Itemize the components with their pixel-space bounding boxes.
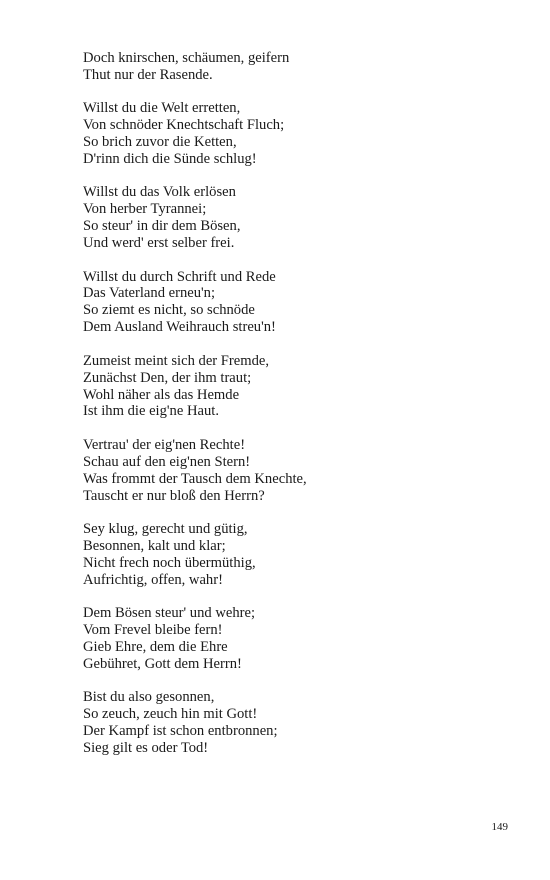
poem-line: Besonnen, kalt und klar; bbox=[83, 537, 226, 554]
poem-line: Thut nur der Rasende. bbox=[83, 66, 213, 83]
poem-line: Von herber Tyrannei; bbox=[83, 201, 207, 218]
poem-line: Willst du das Volk erlösen bbox=[83, 184, 236, 201]
poem-line: Von schnöder Knechtschaft Fluch; bbox=[83, 117, 285, 134]
poem-line: So brich zuvor die Ketten, bbox=[83, 134, 237, 151]
poem-line: Das Vaterland erneu'n; bbox=[83, 285, 216, 302]
poem-line: Wohl näher als das Hemde bbox=[83, 386, 240, 403]
poem-line: Gebühret, Gott dem Herrn! bbox=[83, 655, 242, 672]
stanza bbox=[83, 269, 503, 337]
poem-line: Schau auf den eig'nen Stern! bbox=[83, 453, 251, 470]
poem-line: Willst du durch Schrift und Rede bbox=[83, 268, 276, 285]
poem-line: So steur' in dir dem Bösen, bbox=[83, 218, 241, 235]
poem-line: Nicht frech noch übermüthig, bbox=[83, 554, 256, 571]
stanza bbox=[83, 605, 503, 673]
poem-line: Vom Frevel bleibe fern! bbox=[83, 621, 223, 638]
poem-line: So ziemt es nicht, so schnöde bbox=[83, 302, 255, 319]
stanza bbox=[83, 689, 503, 757]
poem-line: Gieb Ehre, dem die Ehre bbox=[83, 638, 228, 655]
stanza bbox=[83, 521, 503, 589]
page-number: 149 bbox=[491, 821, 508, 833]
poem-line: Sieg gilt es oder Tod! bbox=[83, 739, 209, 756]
poem-line: Zumeist meint sich der Fremde, bbox=[83, 352, 270, 369]
poem-line: Zunächst Den, der ihm traut; bbox=[83, 369, 252, 386]
poem-line: Dem Ausland Weihrauch streu'n! bbox=[83, 319, 276, 336]
poem-body bbox=[83, 50, 503, 773]
poem-line: Aufrichtig, offen, wahr! bbox=[83, 571, 223, 588]
poem-line: Ist ihm die eig'ne Haut. bbox=[83, 403, 219, 420]
stanza bbox=[83, 353, 503, 421]
poem-line: Was frommt der Tausch dem Knechte, bbox=[83, 470, 307, 487]
poem-line: Tauscht er nur bloß den Herrn? bbox=[83, 487, 265, 504]
poem-line: So zeuch, zeuch hin mit Gott! bbox=[83, 706, 258, 723]
stanza bbox=[83, 50, 503, 84]
stanza bbox=[83, 100, 503, 168]
stanza bbox=[83, 437, 503, 505]
poem-line: Der Kampf ist schon entbronnen; bbox=[83, 723, 278, 739]
poem-line: Vertrau' der eig'nen Rechte! bbox=[83, 436, 246, 453]
poem-line: Doch knirschen, schäumen, geifern bbox=[83, 50, 290, 66]
poem-line: Willst du die Welt erretten, bbox=[83, 100, 241, 117]
poem-line: Bist du also gesonnen, bbox=[83, 689, 215, 706]
poem-line: Sey klug, gerecht und gütig, bbox=[83, 520, 248, 537]
stanza bbox=[83, 184, 503, 252]
poem-line: Dem Bösen steur' und wehre; bbox=[83, 605, 256, 622]
poem-line: D'rinn dich die Sünde schlug! bbox=[83, 151, 257, 168]
poem-line: Und werd' erst selber frei. bbox=[83, 235, 235, 252]
